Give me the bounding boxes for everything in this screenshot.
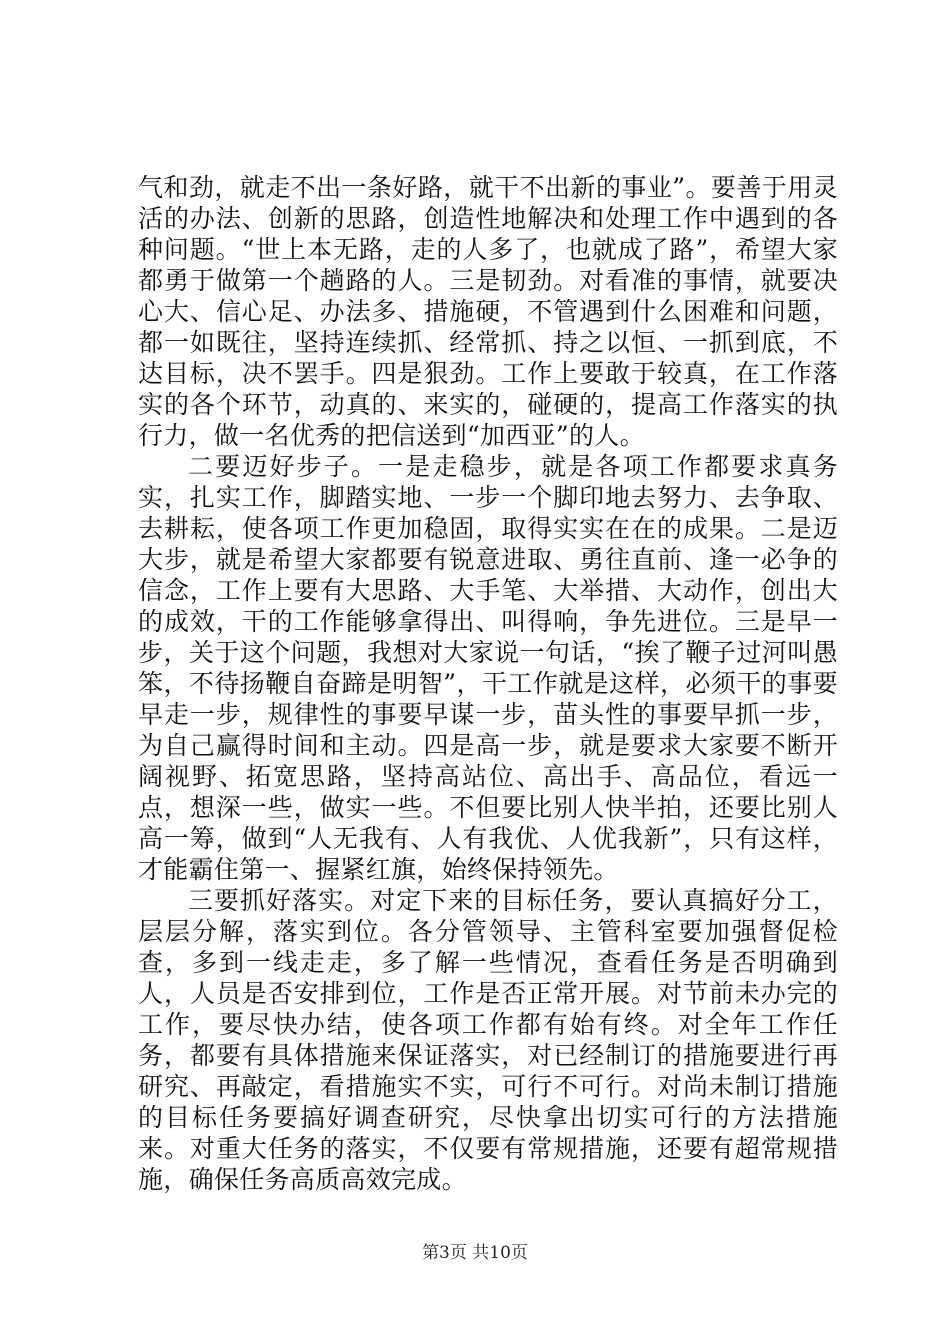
paragraph-3: 三要抓好落实。对定下来的目标任务，要认真搞好分工，层层分解，落实到位。各分管领导、主管科室要加强督促检查，多到一线走走，多了解一些情况，查看任务是否明确到人，人员是否安排到位，工作是否正常开展。对节前未办完的工作，要尽快办结，使各项工作都有始有终。对全年工作任务，都要有具体措施来保证落实，对已经制订的措施要进行再研究、再敲定，看措施实不实，可行不可行。对尚未制订措施的目标任务要搞好调查研究，尽快拿出切实可行的方法措施来。对重大任务的落实，不仅要有常规措施，还要有超常规措施，确保任务高质高效完成。 bbox=[138, 886, 838, 1194]
paragraph-2: 二要迈好步子。一是走稳步，就是各项工作都要求真务实，扎实工作，脚踏实地、一步一个脚印地去努力、去争取、去耕耘，使各项工作更加稳固，取得实实在在的成果。二是迈大步，就是希望大家都要有锐意进取、勇往直前、逢一必争的信念，工作上要有大思路、大手笔、大举措、大动作，创出大的成效，干的工作能够拿得出、叫得响，争先进位。三是早一步，关于这个问题，我想对大家说一句话，“挨了鞭子过河叫愚笨，不待扬鞭自奋蹄是明智”，干工作就是这样，必须干的事要早走一步，规律性的事要早谋一步，苗头性的事要早抓一步，为自己赢得时间和主动。四是高一步，就是要求大家要不断开阔视野、拓宽思路，坚持高站位、高出手、高品位，看远一点，想深一些，做实一些。不但要比别人快半拍，还要比别人高一筹，做到“人无我有、人有我优、人优我新”，只有这样，才能霸住第一、握紧红旗，始终保持领先。 bbox=[138, 452, 838, 884]
page-number-footer: 第3页 共10页 bbox=[422, 1243, 528, 1263]
document-body bbox=[138, 172, 838, 1195]
paragraph-1: 气和劲，就走不出一条好路，就干不出新的事业”。要善于用灵活的办法、创新的思路，创造性地解决和处理工作中遇到的各种问题。“世上本无路，走的人多了，也就成了路”，希望大家都勇于做第一个趟路的人。三是韧劲。对看准的事情，就要决心大、信心足、办法多、措施硬，不管遇到什么困难和问题，都一如既往，坚持连续抓、经常抓、持之以恒、一抓到底，不达目标，决不罢手。四是狠劲。工作上要敢于较真，在工作落实的各个环节，动真的、来实的，碰硬的，提高工作落实的执行力，做一名优秀的把信送到“加西亚”的人。 bbox=[138, 173, 838, 450]
